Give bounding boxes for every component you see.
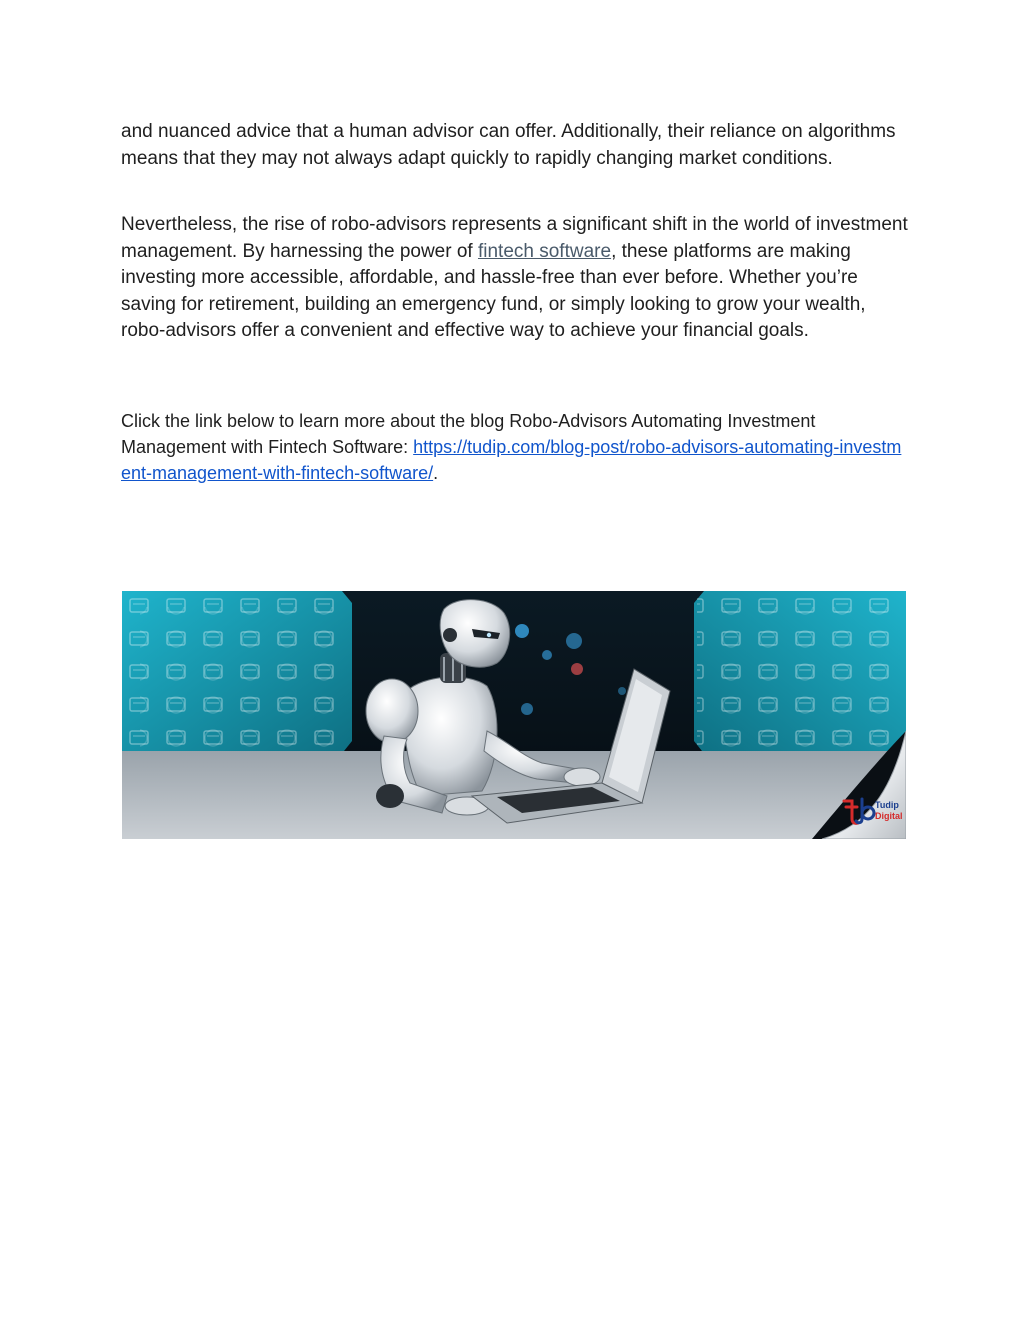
paragraph-learn-more: [121, 408, 911, 486]
logo-line2: Digital: [875, 811, 903, 821]
paragraph-text-end: , these platforms are making investing more accessible, affordable, and hassle-free than ever before. Whether you’re saving for retirement, building an emergency fund, or simply looking to grow your wealth, robo-advisors offer a convenient and effective way to achieve your financial goals.: [121, 240, 866, 342]
trailing-period: .: [433, 463, 439, 483]
paragraph-continuation: [121, 119, 911, 172]
fintech-software-link[interactable]: fintech software: [477, 240, 612, 262]
robot-illustration: [122, 591, 906, 839]
hero-image-robot-laptop: [122, 591, 906, 839]
learn-more-text: Click the link below to learn more about the blog Robo-Advisors Automating Investment Management with Fintech Software:: [121, 411, 816, 457]
logo-line1: Tudip: [875, 800, 899, 810]
paragraph-text: and nuanced advice that a human advisor can offer. Additionally, their reliance on algorithms means that they may not always adapt quickly to rapidly changing market conditions.: [121, 121, 896, 169]
paragraph-text-start: Nevertheless, the rise of robo-advisors represents a significant shift in the world of investment management. By harnessing the power of: [121, 214, 908, 262]
paragraph-robo-advisors-shift: [121, 212, 911, 345]
blog-post-url-link[interactable]: https://tudip.com/blog-post/robo-advisors-automating-investment-management-with-fintech-software/: [121, 437, 902, 483]
